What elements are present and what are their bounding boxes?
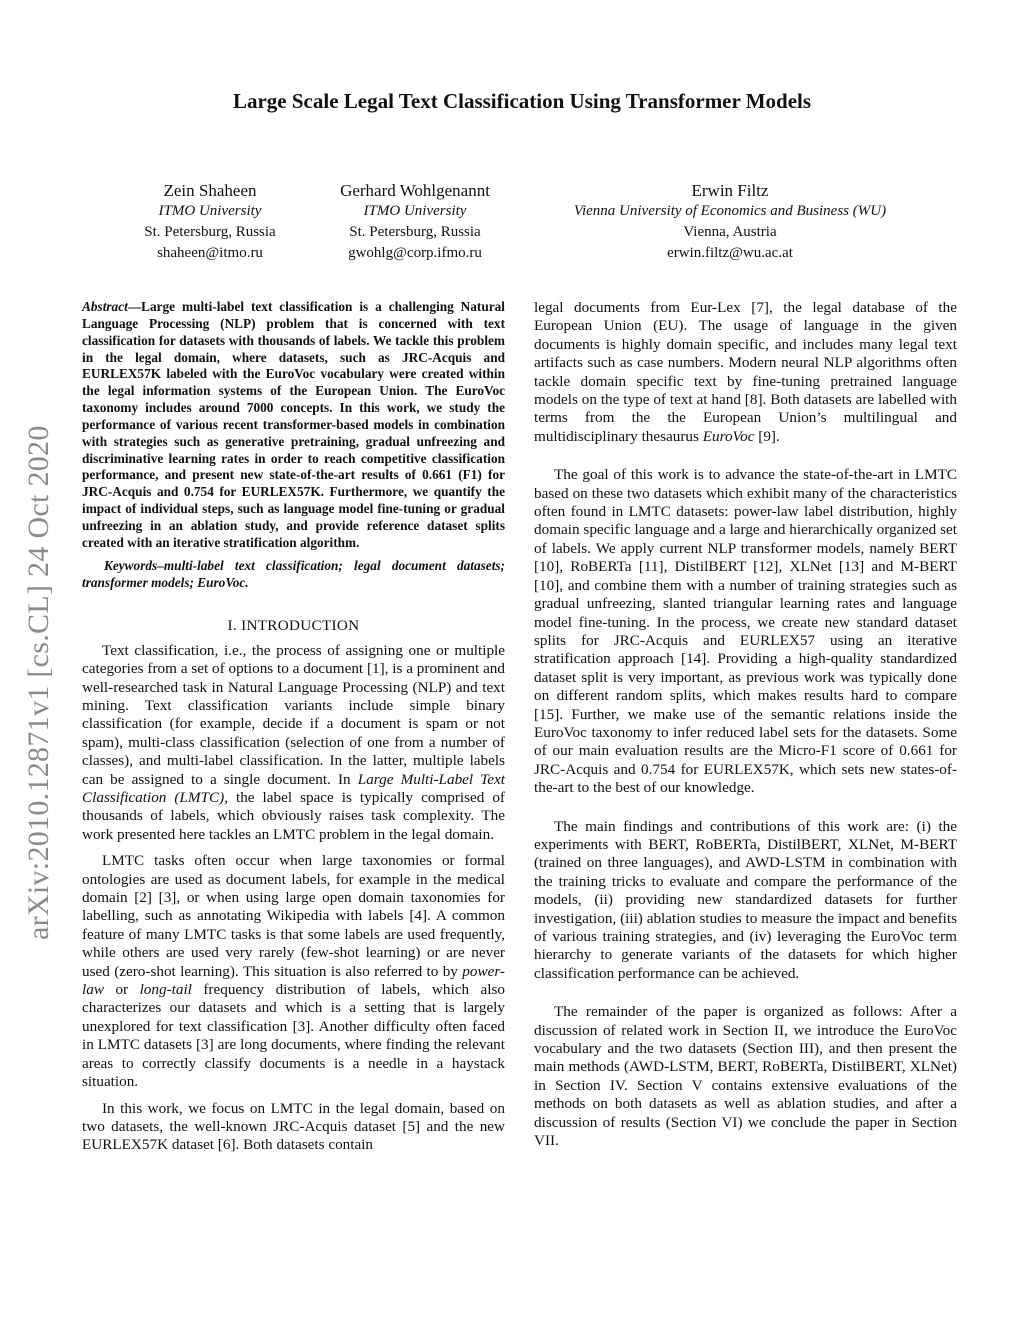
author-affiliation: Vienna University of Economics and Business (WU) — [573, 203, 887, 219]
paragraph: The goal of this work is to advance the state-of-the-art in LMTC based on these two datasets which exhibit many of the characteristics often found in LMTC datasets: power-law label distribution, highly domain specific language and a large and hierarchically organized set of labels. We apply current NLP transformer models, namely BERT [10], RoBERTa [11], DistilBERT [12], XLNet [13] and M-BERT [10], and combine them with a number of training strategies such as gradual unfreezing, slanted triangular learning rates and language model fine-tuning. In the process, we create new standard dataset splits for JRC-Acquis and EURLEX57 using an iterative stratification approach [14]. Providing a high-quality standardized dataset split is very important, as previous work was typically done on different random splits, which makes results hard to compare [15]. Further, we make use of the semantic relations inside the EuroVoc taxonomy to infer reduced label sets for the datasets. Some of our main evaluation results are the Micro-F1 score of 0.661 for JRC-Acquis and 0.754 for EURLEX57K, which sets new states-of-the-art to the best of our knowledge. — [534, 466, 957, 797]
text-run: , the label space is typically comprised of thousands of labels, which obviously raises task complexity. The work presented here tackles an LMTC problem in the legal domain. — [82, 789, 505, 843]
paragraph — [82, 852, 505, 1091]
text-run: legal documents from Eur-Lex [7], the legal database of the European Union (EU). The usage of language in the given documents is highly domain specific, and includes many legal text artifacts such as case numbers. Modern neural NLP algorithms often tackle domain specific text by fine-tuning pretrained language models on the type of text at hand [8]. Both datasets are labelled with terms from the the European Union’s multilingual and multidisciplinary thesaurus — [534, 299, 957, 445]
text-run: or — [103, 981, 140, 999]
author-name: Zein Shaheen — [163, 181, 257, 200]
paragraph: The main findings and contributions of this work are: (i) the experiments with BERT, RoBERTa, DistilBERT, XLNet, M-BERT (trained on three languages), and AWD-LSTM in combination with the training tricks to evaluate and compare the performance of the models, (ii) providing new standardized datasets for further investigation, (iii) ablation studies to measure the impact and benefits of various training strategies, and (iv) leveraging the EuroVoc term hierarchy to generate variants of the datasets for which higher classification performance can be achieved. — [534, 817, 957, 982]
text-run: [9]. — [754, 427, 780, 445]
author-email: erwin.filtz@wu.ac.at — [667, 245, 793, 261]
abstract-text: —Large multi-label text classification is a challenging Natural Language Processing (NLP) problem that is concerned with text classification for datasets with thousands of labels. We tackle this problem in the legal domain, where datasets, such as JRC-Acquis and EURLEX57K labeled with the EuroVoc vocabulary were created within the legal information systems of the European Union. The EuroVoc taxonomy includes around 7000 concepts. In this work, we study the performance of various recent transformer-based models in combination with strategies such as generative pretraining, gradual unfreezing and discriminative learning rates in order to reach competitive classification performance, and present new state-of-the-art results of 0.661 (F1) for JRC-Acquis and 0.754 for EURLEX57K. Furthermore, we quantify the impact of individual steps, such as language model fine-tuning or gradual unfreezing in an ablation study, and provide reference dataset splits created with an iterative stratification algorithm. — [82, 299, 505, 550]
abstract — [82, 299, 505, 552]
author-name: Gerhard Wohlgenannt — [340, 181, 490, 200]
author-block — [315, 180, 515, 264]
author-location: Vienna, Austria — [683, 224, 777, 240]
author-location: St. Petersburg, Russia — [144, 224, 276, 240]
text-run: LMTC tasks often occur when large taxonomies or formal ontologies are used as document labels, for example in the medical domain [2] [3], or when using large open domain taxonomies for labelling, such as annotating Wikipedia with labels [4]. A common feature of many LMTC tasks is that some labels are used frequently, while others are used very rarely (few-shot learning) or are never used (zero-shot learning). This situation is also referred to by — [82, 852, 505, 980]
paragraph — [534, 299, 957, 446]
arxiv-identifier: arXiv:2010.12871v1 [cs.CL] 24 Oct 2020 — [22, 425, 55, 940]
emphasis: long-tail — [139, 981, 192, 999]
text-run: Text classification, i.e., the process of assigning one or multiple categories from a set of options to a document [1], is a prominent and well-researched task in Natural Language Processing (NLP) and text mining. Text classification variants include simple binary classification (for example, decide if a document is spam or not spam), multi-class classification (selection of one from a number of classes), and multi-label classification. In the latter, multiple labels can be assigned to a single document. In — [82, 641, 505, 788]
keywords: Keywords–multi-label text classification; legal document datasets; transformer models; EuroVoc. — [82, 557, 505, 590]
emphasis: power-law — [82, 962, 505, 999]
paragraph — [82, 642, 505, 844]
author-block — [120, 180, 300, 264]
author-email: shaheen@itmo.ru — [157, 245, 263, 261]
paragraph: In this work, we focus on LMTC in the legal domain, based on two datasets, the well-known JRC-Acquis dataset [5] and the new EURLEX57K dataset [6]. Both datasets contain — [82, 1099, 505, 1154]
emphasis: Large Multi-Label Text Classification (LMTC) — [82, 770, 505, 806]
paragraph: The remainder of the paper is organized as follows: After a discussion of related work in Section II, we introduce the EuroVoc vocabulary and the two datasets (Section III), and then present the main methods (AWD-LSTM, BERT, RoBERTa, DistilBERT, XLNet) in Section IV. Section V contains extensive evaluations of the methods on both datasets as well as ablation studies, and after a discussion of results (Section VI) we conclude the paper in Section VII. — [534, 1003, 957, 1150]
paper-title: Large Scale Legal Text Classification Using Transformer Models — [232, 89, 812, 113]
left-column — [82, 299, 505, 1163]
section-heading: I. INTRODUCTION — [227, 617, 360, 635]
abstract-label: Abstract — [82, 299, 128, 314]
author-block — [530, 180, 930, 264]
author-location: St. Petersburg, Russia — [349, 224, 481, 240]
author-affiliation: ITMO University — [158, 203, 262, 219]
author-name: Erwin Filtz — [691, 181, 769, 200]
right-column — [534, 299, 957, 1170]
author-email: gwohlg@corp.ifmo.ru — [348, 245, 482, 261]
text-run: frequency distribution of labels, which also characterizes our datasets and which is a setting that is largely unexplored for text classification [3]. Another difficulty often faced in LMTC datasets [3] are long documents, where finding the relevant areas to correctly classify documents is a needle in a haystack situation. — [82, 981, 505, 1091]
author-affiliation: ITMO University — [363, 203, 467, 219]
emphasis: EuroVoc — [702, 427, 755, 445]
